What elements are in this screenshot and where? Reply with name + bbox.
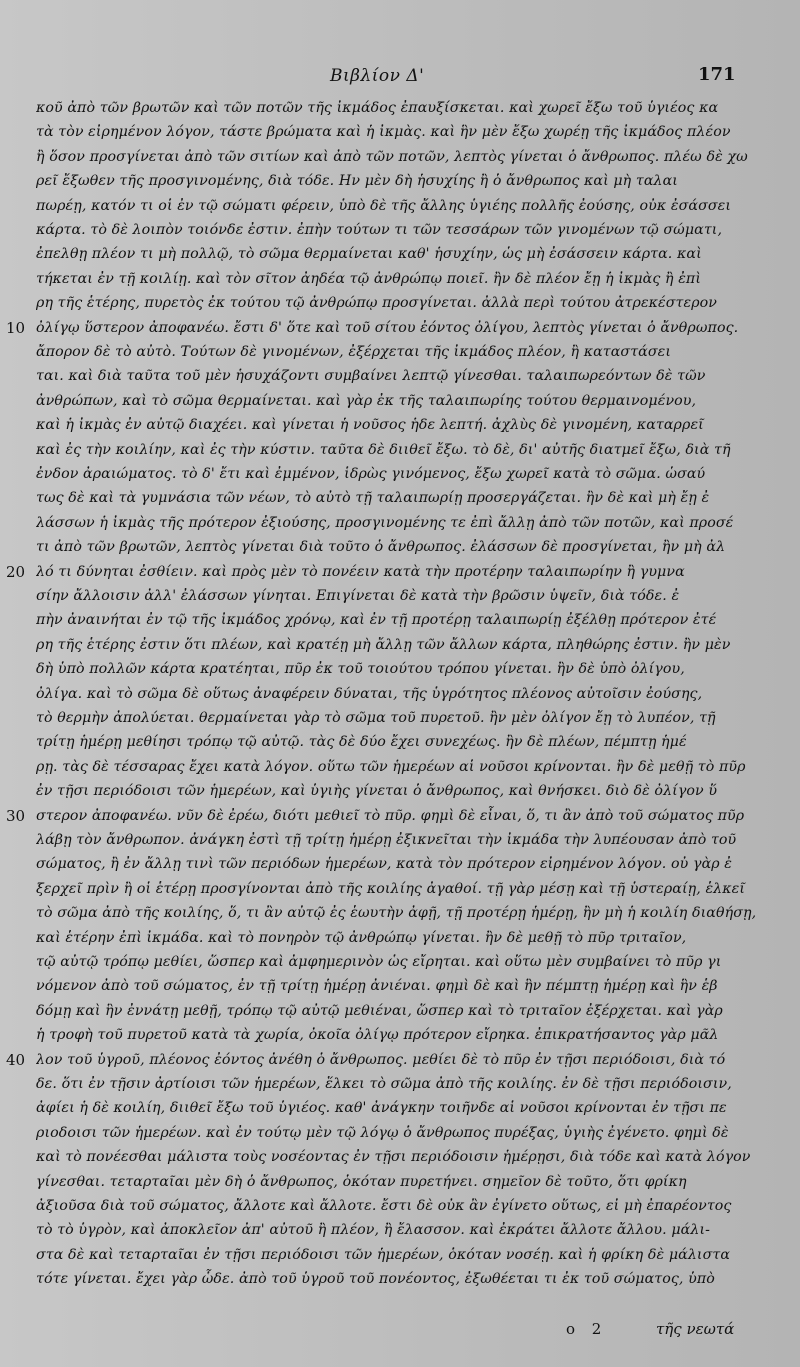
text-line: τι ἀπὸ τῶν βρωτῶν, λεπτὸς γίνεται διὰ τοῦτο ὁ ἄνθρωπος. ἐλάσσων δὲ προσγίνεται, ἢν μὴ ἀλ	[36, 539, 726, 555]
text-line: σίην ἄλλοισιν ἀλλ' ἐλάσσων γίνηται. Επιγίνεται δὲ κατὰ τὴν βρῶσιν ὑψεῖν, διὰ τόδε. ἐ	[36, 588, 680, 604]
text-line: ρη τῆς ἑτέρης, πυρετὸς ἐκ τούτου τῷ ἀνθρώπῳ προσγίνεται. ἀλλὰ περὶ τούτου ἀτρεκέστερον	[36, 295, 718, 311]
text-line: δόμῃ καὶ ἣν ἐννάτῃ μεθῇ, τρόπῳ τῷ αὐτῷ μεθιέναι, ὥσπερ καὶ τὸ τριταῖον ἐξέρχεται. καὶ γὰρ	[36, 1003, 723, 1019]
text-line: ἐν τῇσι περιόδοισι τῶν ἡμερέων, καὶ ὑγιὴς γίνεται ὁ ἄνθρωπος, καὶ θνήσκει. διὸ δὲ ὀλίγον ὕ	[36, 783, 718, 799]
text-line: ἀνθρώπων, καὶ τὸ σῶμα θερμαίνεται. καὶ γὰρ ἐκ τῆς ταλαιπωρίης τούτου θερμαινομένου,	[36, 393, 697, 409]
text-line: κοῦ ἀπὸ τῶν βρωτῶν καὶ τῶν ποτῶν τῆς ἰκμάδος ἐπαυξίσκεται. καὶ χωρεῖ ἔξω τοῦ ὑγιέος κα	[36, 100, 719, 116]
text-line: νόμενον ἀπὸ τοῦ σώματος, ἐν τῇ τρίτῃ ἡμέρῃ ἀνιέναι. φημὶ δὲ καὶ ἣν πέμπτῃ ἡμέρῃ καὶ ἣν ἑβ	[36, 978, 718, 994]
text-line: τὸ σῶμα ἀπὸ τῆς κοιλίης, ὅ, τι ἂν αὐτῷ ἐς ἑωυτὴν ἀφῇ, τῇ προτέρῃ ἡμέρῃ, ἢν μὴ ἡ κοιλίη διαθήσῃ,	[36, 905, 757, 921]
running-title: Βιβλίον Δ'	[330, 66, 425, 86]
catchword: τῆς νεωτά	[656, 1320, 735, 1338]
text-line: ὀλίγα. καὶ τὸ σῶμα δὲ οὕτως ἀναφέρειν δύναται, τῆς ὑγρότητος πλέονος αὐτοῖσιν ἐούσης,	[36, 686, 703, 702]
text-line: ριοδοισι τῶν ἡμερέων. καὶ ἐν τούτῳ μὲν τῷ λόγῳ ὁ ἄνθρωπος πυρέξας, ὑγιὴς ἐγένετο. φημὶ δὲ	[36, 1125, 729, 1141]
text-line: τήκεται ἐν τῇ κοιλίῃ. καὶ τὸν σῖτον ἀηδέα τῷ ἀνθρώπῳ ποιεῖ. ἢν δὲ πλέον ἔῃ ἡ ἰκμὰς ἢ ἐπὶ	[36, 271, 702, 287]
text-line: κάρτα. τὸ δὲ λοιπὸν τοιόνδε ἐστιν. ἐπὴν τούτων τι τῶν τεσσάρων τῶν γινομένων τῷ σώματι,	[36, 222, 723, 238]
margin-line-number: 40	[6, 1051, 26, 1069]
text-line: ξερχεῖ πρὶν ἢ οἱ ἑτέρῃ προσγίνονται ἀπὸ τῆς κοιλίης ἀγαθοί. τῇ γὰρ μέσῃ καὶ τῇ ὑστεραίῃ, ἑλκεῖ	[36, 881, 746, 897]
text-line: σώματος, ἢ ἐν ἄλλῃ τινὶ τῶν περιόδων ἡμερέων, κατὰ τὸν πρότερον εἰρημένον λόγον. οὐ γὰρ ἐ	[36, 856, 733, 872]
text-line: τως δὲ καὶ τὰ γυμνάσια τῶν νέων, τὸ αὐτὸ τῇ ταλαιπωρίῃ προσεργάζεται. ἢν δὲ καὶ μὴ ἔῃ ἐ	[36, 490, 710, 506]
text-line: στα δὲ καὶ τεταρταῖαι ἐν τῇσι περιόδοισι τῶν ἡμερέων, ὁκόταν νοσέῃ. καὶ ἡ φρίκη δὲ μάλιστα	[36, 1247, 731, 1263]
text-line: καὶ τὸ πονέεσθαι μάλιστα τοὺς νοσέοντας ἐν τῇσι περιόδοισιν ἡμέρῃσι, διὰ τόδε καὶ κατὰ λόγον	[36, 1149, 751, 1165]
page-header	[0, 66, 800, 96]
text-line: ἐνδον ἀραιώματος. τὸ δ' ἔτι καὶ ἐμμένον, ἱδρὼς γινόμενος, ἔξω χωρεῖ κατὰ τὸ σῶμα. ὡσαύ	[36, 466, 706, 482]
text-line: ἀξιοῦσα διὰ τοῦ σώματος, ἄλλοτε καὶ ἄλλοτε. ἔστι δὲ οὐκ ἂν ἐγίνετο οὕτως, εἰ μὴ ἐπαρέοντος	[36, 1198, 732, 1214]
signature-mark: o 2	[566, 1320, 608, 1338]
text-line: ἄπορον δὲ τὸ αὐτὸ. Τούτων δὲ γινομένων, ἐξέρχεται τῆς ἰκμάδος πλέον, ἢ καταστάσει	[36, 344, 671, 360]
page-footer	[0, 1320, 800, 1348]
text-line: καὶ ἡ ἰκμὰς ἐν αὐτῷ διαχέει. καὶ γίνεται ἡ νοῦσος ἡδε λεπτή. ἀχλὺς δὲ γινομένη, καταρρεῖ	[36, 417, 704, 433]
page-number: 171	[698, 64, 736, 85]
text-line: ἀφίει ἡ δὲ κοιλίη, διιθεῖ ἔξω τοῦ ὑγιέος. καθ' ἀνάγκην τοιῆνδε αἱ νοῦσοι κρίνονται ἐν τῇσι πε	[36, 1100, 727, 1116]
text-line: τὸ τὸ ὑγρὸν, καὶ ἀποκλεῖον ἀπ' αὐτοῦ ἢ πλέον, ἢ ἔλασσον. καὶ ἐκράτει ἄλλοτε ἄλλου. μάλι-	[36, 1222, 711, 1238]
text-line: τῷ αὐτῷ τρόπῳ μεθίει, ὥσπερ καὶ ἀμφημερινὸν ὡς εἴρηται. καὶ οὕτω μὲν συμβαίνει τὸ πῦρ γι	[36, 954, 722, 970]
text-line: τρίτῃ ἡμέρῃ μεθίησι τρόπῳ τῷ αὐτῷ. τὰς δὲ δύο ἔχει συνεχέως. ἢν δὲ πλέων, πέμπτῃ ἡμέ	[36, 734, 687, 750]
text-line: δὴ ὑπὸ πολλῶν κάρτα κρατέηται, πῦρ ἐκ τοῦ τοιούτου τρόπου γίνεται. ἢν δὲ ὑπὸ ὀλίγου,	[36, 661, 685, 677]
text-line: ρῃ. τὰς δὲ τέσσαρας ἔχει κατὰ λόγον. οὕτω τῶν ἡμερέων αἱ νοῦσοι κρίνονται. ἢν δὲ μεθῇ τὸ πῦρ	[36, 759, 746, 775]
text-line: ρη τῆς ἑτέρης ἐστιν ὅτι πλέων, καὶ κρατέῃ μὴ ἄλλῃ τῶν ἄλλων κάρτα, πληθώρης ἐστιν. ἢν μὲν	[36, 637, 731, 653]
text-line: δε. ὅτι ἐν τῇσιν ἀρτίοισι τῶν ἡμερέων, ἕλκει τὸ σῶμα ἀπὸ τῆς κοιλίης. ἐν δὲ τῇσι περιόδοισιν,	[36, 1076, 732, 1092]
text-line: πὴν ἀναινήται ἐν τῷ τῆς ἰκμάδος χρόνῳ, καὶ ἐν τῇ προτέρῃ ταλαιπωρίῃ ἐξέλθῃ πρότερον ἐτέ	[36, 612, 717, 628]
margin-line-number: 20	[6, 563, 26, 581]
text-line: καὶ ἑτέρην ἐπὶ ἰκμάδα. καὶ τὸ πονηρὸν τῷ ἀνθρώπῳ γίνεται. ἢν δὲ μεθῇ τὸ πῦρ τριταῖον,	[36, 930, 687, 946]
text-line: λάβῃ τὸν ἄνθρωπον. ἀνάγκη ἐστὶ τῇ τρίτῃ ἡμέρῃ ἐξικνεῖται τὴν ἰκμάδα τὴν λυπέουσαν ἀπὸ τοῦ	[36, 832, 737, 848]
text-line: γίνεσθαι. τεταρταῖαι μὲν δὴ ὁ ἄνθρωπος, ὁκόταν πυρετήνει. σημεῖον δὲ τοῦτο, ὅτι φρίκη	[36, 1174, 687, 1190]
text-line: τὸ θερμὴν ἀπολύεται. θερμαίνεται γὰρ τὸ σῶμα τοῦ πυρετοῦ. ἢν μὲν ὀλίγον ἔῃ τὸ λυπέον, τῇ	[36, 710, 716, 726]
text-line: πωρέῃ, κατόν τι οἱ ἐν τῷ σώματι φέρειν, ὑπὸ δὲ τῆς ἄλλης ὑγιέης πολλῆς ἐούσης, οὐκ ἐσάσσει	[36, 198, 732, 214]
text-line: λάσσων ἡ ἰκμὰς τῆς πρότερον ἐξιούσης, προσγινομένης τε ἐπὶ ἄλλῃ ἀπὸ τῶν ποτῶν, καὶ προσέ	[36, 515, 734, 531]
text-line: λον τοῦ ὑγροῦ, πλέονος ἐόντος ἀνέθη ὁ ἄνθρωπος. μεθίει δὲ τὸ πῦρ ἐν τῇσι περιόδοισι, διὰ τό	[36, 1052, 726, 1068]
text-line: ἡ τροφὴ τοῦ πυρετοῦ κατὰ τὰ χωρία, ὀκοῖα ὀλίγῳ πρότερον εἴρηκα. ἐπικρατήσαντος γὰρ μᾶλ	[36, 1027, 719, 1043]
text-line: λό τι δύνηται ἐσθίειν. καὶ πρὸς μὲν τὸ πονέειν κατὰ τὴν προτέρην ταλαιπωρίην ἢ γυμνα	[36, 564, 685, 580]
text-line: ὀλίγῳ ὕστερον ἀποφανέω. ἔστι δ' ὅτε καὶ τοῦ σίτου ἐόντος ὀλίγου, λεπτὸς γίνεται ὁ ἄνθρωπος.	[36, 320, 739, 336]
text-line: τὰ τὸν εἰρημένον λόγον, τάστε βρώματα καὶ ἡ ἰκμὰς. καὶ ἣν μὲν ἔξω χωρέῃ τῆς ἰκμάδος πλέον	[36, 124, 731, 140]
text-line: ται. καὶ διὰ ταῦτα τοῦ μὲν ἡσυχάζοντι συμβαίνει λεπτῷ γίνεσθαι. ταλαιπωρεόντων δὲ τῶν	[36, 368, 706, 384]
text-line: ἢ ὅσον προσγίνεται ἀπὸ τῶν σιτίων καὶ ἀπὸ τῶν ποτῶν, λεπτὸς γίνεται ὁ ἄνθρωπος. πλέω δὲ χω	[36, 149, 748, 165]
margin-line-number: 10	[6, 319, 26, 337]
text-line: στερον ἀποφανέω. νῦν δὲ ἐρέω, διότι μεθιεῖ τὸ πῦρ. φημὶ δὲ εἶναι, ὅ, τι ἂν ἀπὸ τοῦ σώματος πῦρ	[36, 808, 745, 824]
margin-line-number: 30	[6, 807, 26, 825]
text-line: ρεῖ ἔξωθεν τῆς προσγινομένης, διὰ τόδε. Ην μὲν δὴ ἡσυχίης ἢ ὁ ἄνθρωπος καὶ μὴ ταλαι	[36, 173, 678, 189]
text-line: τότε γίνεται. ἔχει γὰρ ὧδε. ἀπὸ τοῦ ὑγροῦ τοῦ πονέοντος, ἐξωθέεται τι ἐκ τοῦ σώματος, ὑπὸ	[36, 1271, 715, 1287]
text-line: καὶ ἐς τὴν κοιλίην, καὶ ἐς τὴν κύστιν. ταῦτα δὲ διιθεῖ ἔξω. τὸ δὲ, δι' αὐτῆς διατμεῖ ἔξω, διὰ τῆ	[36, 442, 731, 458]
text-line: ἐπελθῃ πλέον τι μὴ πολλῷ, τὸ σῶμα θερμαίνεται καθ' ἡσυχίην, ὡς μὴ ἐσάσσειν κάρτα. καὶ	[36, 246, 702, 262]
